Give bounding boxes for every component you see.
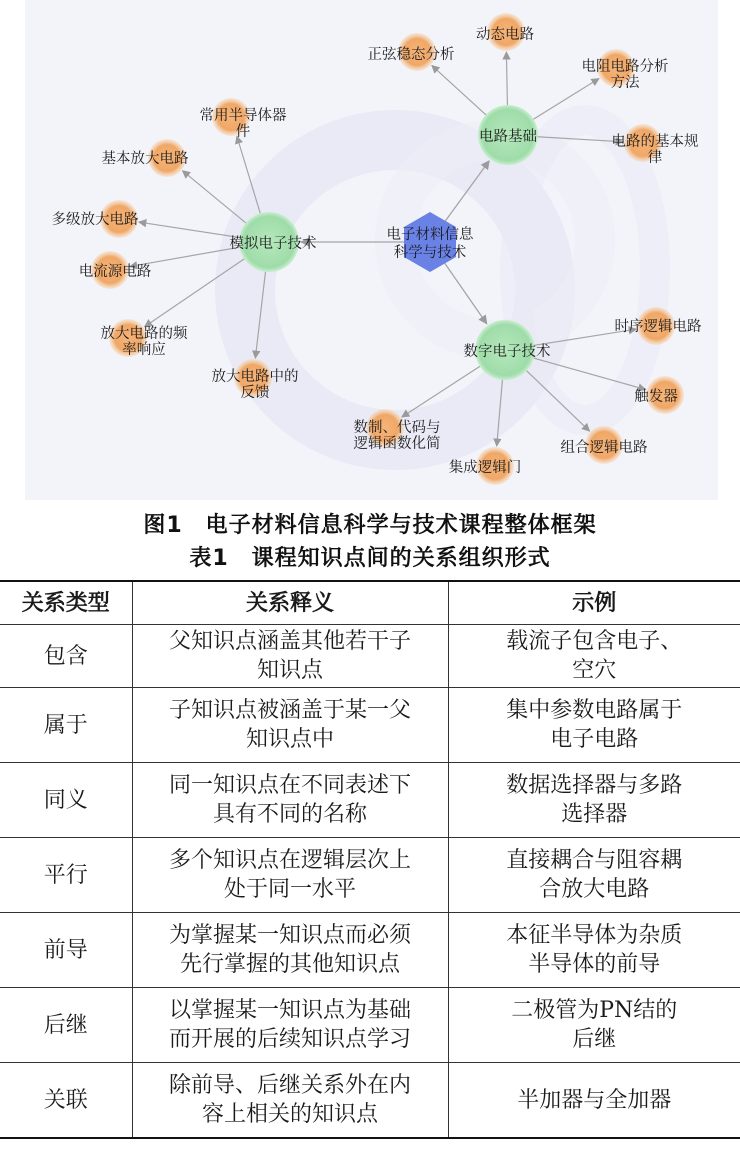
relation-type-cell: 包含 (0, 625, 132, 688)
knowledge-graph-figure (25, 0, 718, 500)
background-swirl (245, 120, 655, 440)
leaf-label: 放大电路中的 (211, 369, 299, 385)
table-header-row (0, 581, 740, 625)
leaf-label: 正弦稳态分析 (367, 47, 455, 63)
leaf-label: 时序逻辑电路 (614, 319, 702, 335)
leaf-label: 电流源电路 (78, 264, 152, 280)
relation-definition-cell: 为掌握某一知识点而必须 先行掌握的其他知识点 (132, 913, 448, 988)
leaf-label: 反馈 (240, 385, 270, 401)
leaf-label: 常用半导体器 (199, 108, 287, 124)
table-row (0, 625, 740, 688)
header-relation-type: 关系类型 (0, 581, 132, 625)
table-caption: 表1 课程知识点间的关系组织形式 (189, 546, 551, 571)
example-cell: 集中参数电路属于 电子电路 (448, 688, 740, 763)
leaf-label: 电阻电路分析 (581, 59, 669, 75)
figure-caption: 图1 电子材料信息科学与技术课程整体框架 (143, 513, 597, 538)
table-row (0, 988, 740, 1063)
relation-definition-cell: 以掌握某一知识点为基础 而开展的后续知识点学习 (132, 988, 448, 1063)
header-example: 示例 (448, 581, 740, 625)
relation-type-cell: 关联 (0, 1063, 132, 1139)
header-relation-definition: 关系释义 (132, 581, 448, 625)
knowledge-graph-svg (25, 0, 718, 500)
table-row (0, 688, 740, 763)
example-cell: 本征半导体为杂质 半导体的前导 (448, 913, 740, 988)
relation-type-cell: 平行 (0, 838, 132, 913)
relation-definition-cell: 子知识点被涵盖于某一父 知识点中 (132, 688, 448, 763)
relation-type-cell: 后继 (0, 988, 132, 1063)
leaf-label: 集成逻辑门 (448, 460, 522, 476)
leaf-label: 数制、代码与 (353, 420, 441, 436)
example-cell: 半加器与全加器 (448, 1063, 740, 1139)
hub-label-digital: 数字电子技术 (463, 344, 551, 360)
example-cell: 数据选择器与多路 选择器 (448, 763, 740, 838)
relation-type-cell: 属于 (0, 688, 132, 763)
example-cell: 二极管为PN结的 后继 (448, 988, 740, 1063)
table-row (0, 763, 740, 838)
center-label: 科学与技术 (393, 245, 467, 261)
relation-definition-cell: 父知识点涵盖其他若干子 知识点 (132, 625, 448, 688)
leaf-label: 逻辑函数化简 (353, 436, 441, 452)
leaf-label: 方法 (610, 75, 640, 91)
hub-label-analog: 模拟电子技术 (229, 236, 317, 252)
leaf-label: 多级放大电路 (51, 212, 139, 228)
table-row (0, 913, 740, 988)
relation-definition-cell: 除前导、后继关系外在内 容上相关的知识点 (132, 1063, 448, 1139)
table-row (0, 1063, 740, 1139)
leaf-label: 触发器 (634, 389, 678, 405)
table-row (0, 838, 740, 913)
relation-table (0, 580, 740, 1139)
leaf-label: 律 (647, 150, 663, 166)
leaf-label: 组合逻辑电路 (560, 440, 648, 456)
leaf-label: 放大电路的频 (100, 326, 188, 342)
example-cell: 载流子包含电子、 空穴 (448, 625, 740, 688)
leaf-label: 基本放大电路 (101, 151, 189, 167)
relation-definition-cell: 多个知识点在逻辑层次上 处于同一水平 (132, 838, 448, 913)
leaf-label: 件 (235, 124, 251, 140)
leaf-label: 动态电路 (476, 27, 534, 43)
center-label: 电子材料信息 (386, 227, 474, 243)
relation-definition-cell: 同一知识点在不同表述下 具有不同的名称 (132, 763, 448, 838)
leaf-label: 电路的基本规 (611, 134, 699, 150)
hub-label-circuit: 电路基础 (479, 129, 537, 145)
relation-type-cell: 同义 (0, 763, 132, 838)
example-cell: 直接耦合与阻容耦 合放大电路 (448, 838, 740, 913)
relation-type-cell: 前导 (0, 913, 132, 988)
leaf-label: 率响应 (122, 342, 166, 358)
